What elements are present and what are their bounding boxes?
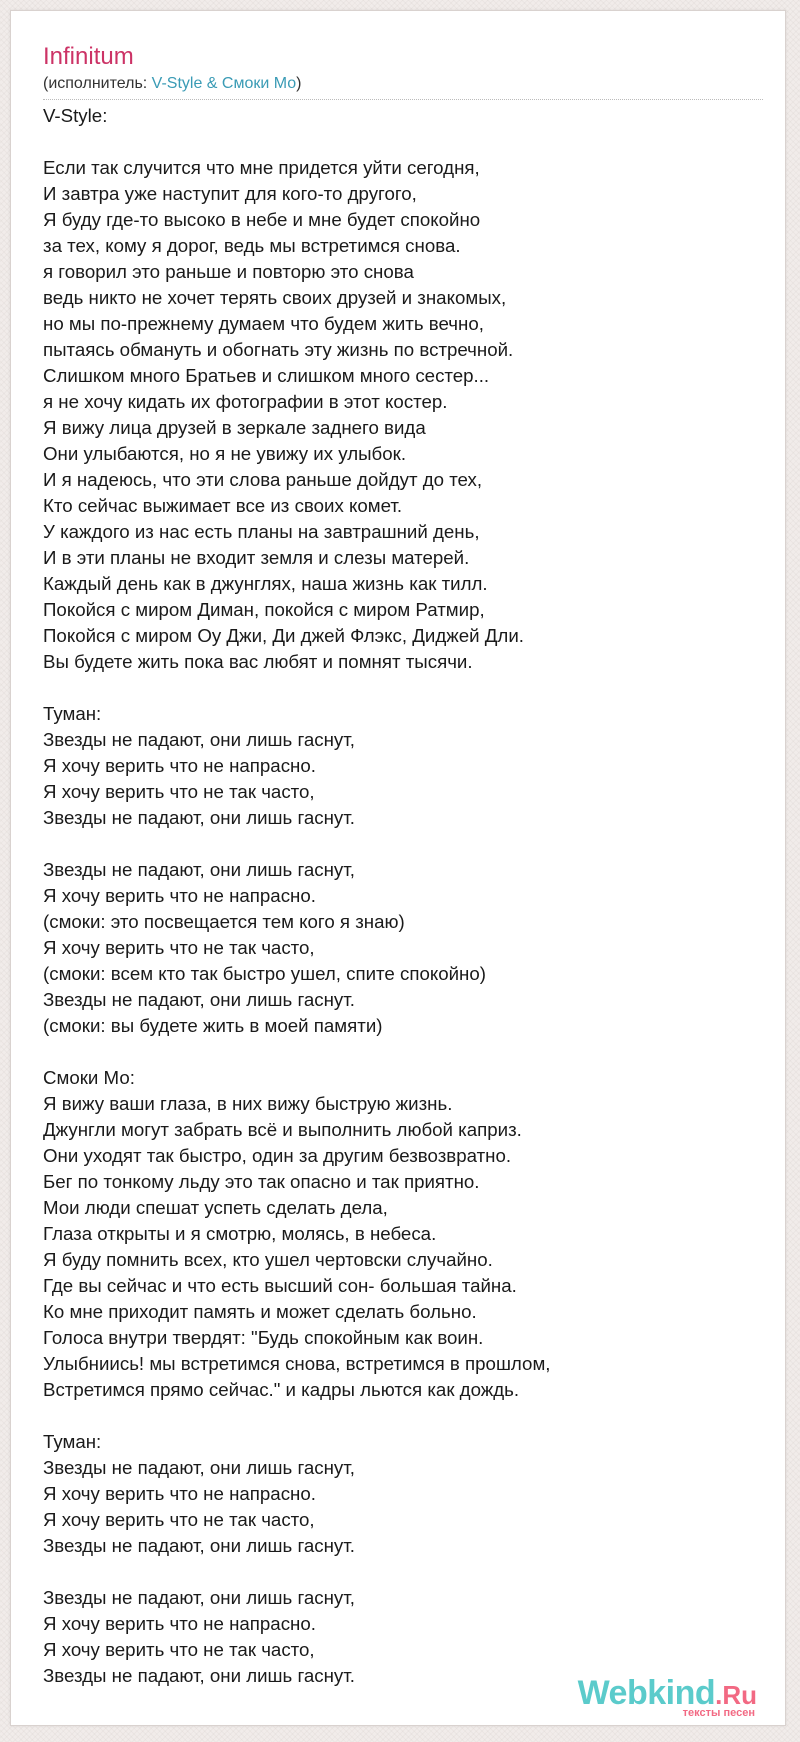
lyrics-blank-line: [43, 129, 773, 155]
lyrics-line: Глаза открыты и я смотрю, молясь, в небеса.: [43, 1223, 437, 1244]
lyrics-line: ведь никто не хочет терять своих друзей и знакомых,: [43, 287, 507, 308]
lyrics-line: Улыбниись! мы встретимся снова, встретимся в прошлом,: [43, 1353, 551, 1374]
lyrics-line: Звезды не падают, они лишь гаснут.: [43, 989, 355, 1010]
lyrics-line: Встретимся прямо сейчас." и кадры льются как дождь.: [43, 1379, 520, 1400]
lyrics-line: Звезды не падают, они лишь гаснут,: [43, 729, 355, 750]
lyrics-blank-line: [43, 1559, 773, 1585]
lyrics-line: Я хочу верить что не напрасно.: [43, 755, 316, 776]
lyrics-line: Каждый день как в джунглях, наша жизнь как тилл.: [43, 573, 488, 594]
lyrics-blank-line: [43, 1039, 773, 1065]
lyrics-line: Звезды не падают, они лишь гаснут.: [43, 1665, 355, 1686]
title-divider: [43, 99, 763, 100]
lyrics-line: Туман:: [43, 703, 102, 724]
lyrics-line: я не хочу кидать их фотографии в этот костер.: [43, 391, 448, 412]
lyrics-line: Я хочу верить что не напрасно.: [43, 885, 316, 906]
lyrics-line: Я хочу верить что не так часто,: [43, 1509, 315, 1530]
lyrics-line: Покойся с миром Диман, покойся с миром Ратмир,: [43, 599, 485, 620]
lyrics-line: (смоки: это посвещается тем кого я знаю): [43, 911, 405, 932]
song-title: Infinitum: [43, 43, 134, 70]
lyrics-line: Туман:: [43, 1431, 102, 1452]
site-watermark: [578, 1676, 757, 1719]
lyrics-line: Они уходят так быстро, один за другим безвозвратно.: [43, 1145, 512, 1166]
lyrics-card: [10, 10, 786, 1726]
lyrics-line: Вы будете жить пока вас любят и помнят тысячи.: [43, 651, 473, 672]
lyrics-line: Они улыбаются, но я не увижу их улыбок.: [43, 443, 407, 464]
lyrics-line: Слишком много Братьев и слишком много сестер...: [43, 365, 490, 386]
lyrics-line: У каждого из нас есть планы на завтрашний день,: [43, 521, 480, 542]
watermark-tld: .Ru: [715, 1680, 757, 1710]
lyrics-line: Мои люди спешат успеть сделать дела,: [43, 1197, 388, 1218]
lyrics-blank-line: [43, 675, 773, 701]
lyrics-blank-line: [43, 831, 773, 857]
lyrics-line: Покойся с миром Оу Джи, Ди джей Флэкс, Диджей Дли.: [43, 625, 524, 646]
lyrics-line: Я хочу верить что не напрасно.: [43, 1613, 316, 1634]
lyrics-text: [43, 103, 773, 1689]
performer-line: [43, 74, 302, 95]
watermark-name: Webkind: [577, 1674, 716, 1712]
performer-link[interactable]: V-Style & Смоки Мо: [151, 75, 297, 92]
lyrics-line: за тех, кому я дорог, ведь мы встретимся снова.: [43, 235, 461, 256]
lyrics-line: Если так случится что мне придется уйти сегодня,: [43, 157, 480, 178]
lyrics-line: Ко мне приходит память и может сделать больно.: [43, 1301, 477, 1322]
lyrics-line: Я буду помнить всех, кто ушел чертовски случайно.: [43, 1249, 493, 1270]
lyrics-line: Я хочу верить что не так часто,: [43, 937, 315, 958]
lyrics-line: И завтра уже наступит для кого-то другого,: [43, 183, 417, 204]
lyrics-line: (смоки: всем кто так быстро ушел, спите спокойно): [43, 963, 486, 984]
lyrics-line: Звезды не падают, они лишь гаснут.: [43, 807, 355, 828]
lyrics-line: Звезды не падают, они лишь гаснут.: [43, 1535, 355, 1556]
lyrics-line: И я надеюсь, что эти слова раньше дойдут до тех,: [43, 469, 483, 490]
lyrics-line: Я вижу лица друзей в зеркале заднего вида: [43, 417, 426, 438]
lyrics-line: Джунгли могут забрать всё и выполнить любой каприз.: [43, 1119, 522, 1140]
lyrics-line: Где вы сейчас и что есть высший сон- большая тайна.: [43, 1275, 517, 1296]
lyrics-line: Я хочу верить что не так часто,: [43, 781, 315, 802]
watermark-tagline: тексты песен: [682, 1707, 755, 1719]
lyrics-line: Звезды не падают, они лишь гаснут,: [43, 859, 355, 880]
lyrics-line: Я вижу ваши глаза, в них вижу быструю жизнь.: [43, 1093, 453, 1114]
performer-prefix: (исполнитель:: [43, 75, 152, 92]
lyrics-line: Я буду где-то высоко в небе и мне будет спокойно: [43, 209, 481, 230]
lyrics-line: Я хочу верить что не напрасно.: [43, 1483, 316, 1504]
lyrics-line: Голоса внутри твердят: "Будь спокойным как воин.: [43, 1327, 484, 1348]
lyrics-line: Я хочу верить что не так часто,: [43, 1639, 315, 1660]
lyrics-line: но мы по-прежнему думаем что будем жить вечно,: [43, 313, 484, 334]
lyrics-blank-line: [43, 1403, 773, 1429]
lyrics-line: (смоки: вы будете жить в моей памяти): [43, 1015, 383, 1036]
lyrics-line: Смоки Мо:: [43, 1067, 135, 1088]
lyrics-line: Кто сейчас выжимает все из своих комет.: [43, 495, 403, 516]
lyrics-line: V-Style:: [43, 105, 108, 126]
performer-suffix: ): [296, 75, 302, 92]
lyrics-line: Бег по тонкому льду это так опасно и так приятно.: [43, 1171, 480, 1192]
lyrics-line: я говорил это раньше и повторю это снова: [43, 261, 414, 282]
lyrics-line: И в эти планы не входит земля и слезы матерей.: [43, 547, 470, 568]
lyrics-line: Звезды не падают, они лишь гаснут,: [43, 1457, 355, 1478]
lyrics-line: пытаясь обмануть и обогнать эту жизнь по встречной.: [43, 339, 514, 360]
lyrics-line: Звезды не падают, они лишь гаснут,: [43, 1587, 355, 1608]
